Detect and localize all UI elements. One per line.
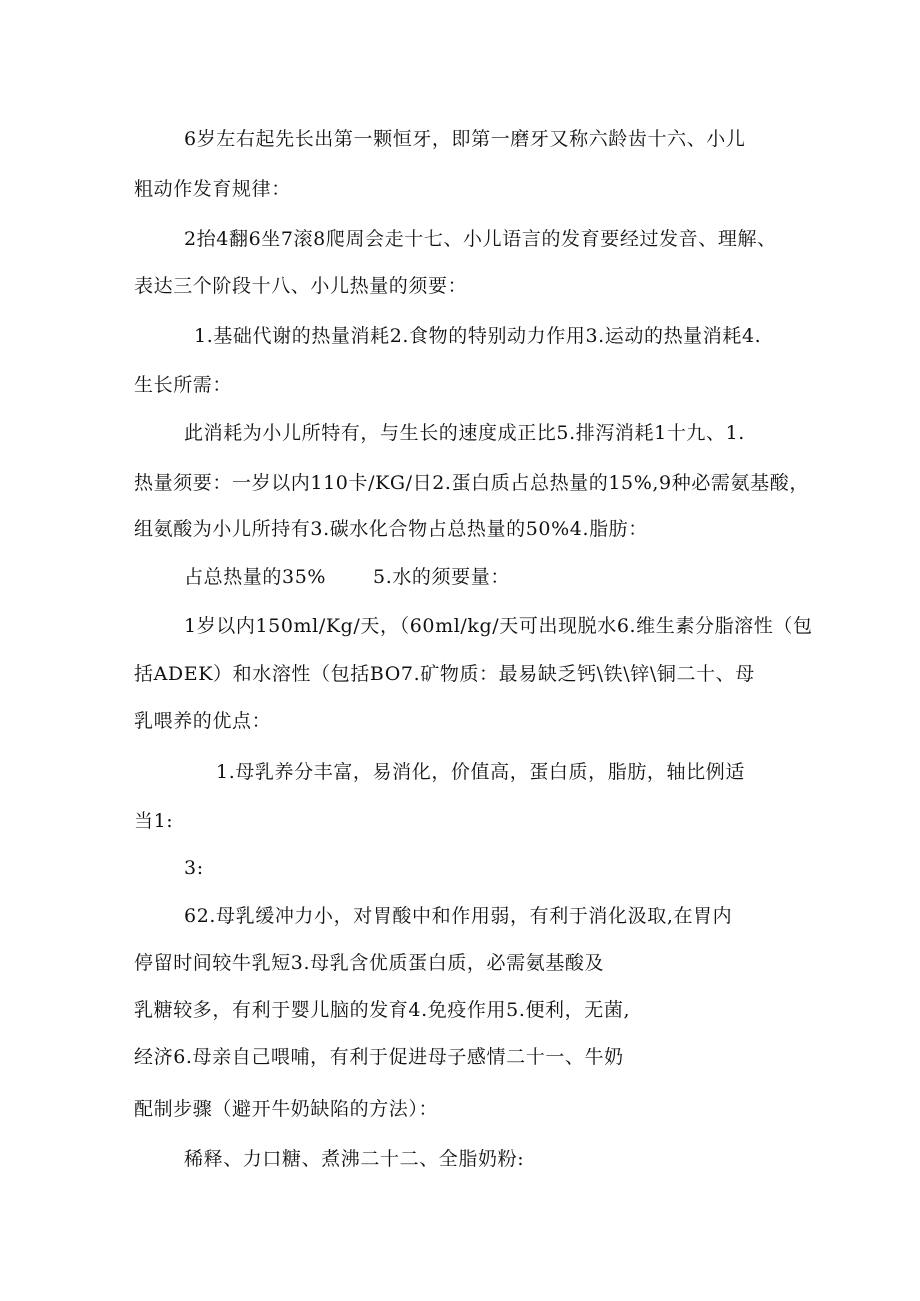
text-line: 乳糖较多，有利于婴儿脑的发育4.免疫作用5.便利，无菌, bbox=[134, 999, 631, 1021]
text-line: 5.水的须要量： bbox=[373, 566, 510, 588]
text-line: 2抬4翻6坐7滚8爬周会走十七、小儿语言的发育要经过发音、理解、 bbox=[184, 228, 777, 250]
text-line: 1岁以内150ml/Kg/天，（60ml/kg/天可出现脱水6.维生素分脂溶性（包 bbox=[184, 615, 813, 637]
text-line: 热量须要：一岁以内110卡/KG/日2.蛋白质占总热量的15%,9种必需氨基酸， bbox=[134, 472, 809, 494]
text-line: 粗动作发育规律： bbox=[134, 178, 291, 200]
text-line: 配制步骤（避开牛奶缺陷的方法）： bbox=[134, 1098, 439, 1120]
text-line: 组氨酸为小儿所持有3.碳水化合物占总热量的50%4.脂肪： bbox=[134, 518, 648, 540]
text-line: 停留时间较牛乳短3.母乳含优质蛋白质，必需氨基酸及 bbox=[134, 952, 605, 974]
text-line: 表达三个阶段十八、小儿热量的须要： bbox=[134, 275, 468, 297]
text-line: 生长所需： bbox=[134, 374, 233, 396]
text-line: 乳喂养的优点： bbox=[134, 710, 272, 732]
text-line: 1.母乳养分丰富，易消化，价值高，蛋白质，脂肪，轴比例适 bbox=[216, 761, 745, 783]
text-line: 62.母乳缓冲力小，对胃酸中和作用弱，有利于消化汲取,在胃内 bbox=[184, 905, 733, 927]
text-line: 此消耗为小儿所特有，与生长的速度成正比5.排泻消耗1十九、1. bbox=[184, 422, 745, 444]
text-line: 3: bbox=[184, 857, 204, 879]
text-line: 6岁左右起先长出第一颗恒牙，即第一磨牙又称六龄齿十六、小儿 bbox=[184, 128, 746, 150]
text-line: 经济6.母亲自己喂哺，有利于促进母子感情二十一、牛奶 bbox=[134, 1046, 624, 1068]
text-line: 占总热量的35% bbox=[184, 566, 327, 588]
text-line: 当1: bbox=[134, 810, 174, 832]
text-line: 稀释、力口糖、煮沸二十二、全脂奶粉: bbox=[184, 1148, 525, 1170]
text-line: 1.基础代谢的热量消耗2.食物的特别动力作用3.运动的热量消耗4. bbox=[194, 325, 762, 347]
text-line: 括ADEK）和水溶性（包括BO7.矿物质：最易缺乏钙\铁\锌\铜二十、母 bbox=[134, 663, 755, 685]
